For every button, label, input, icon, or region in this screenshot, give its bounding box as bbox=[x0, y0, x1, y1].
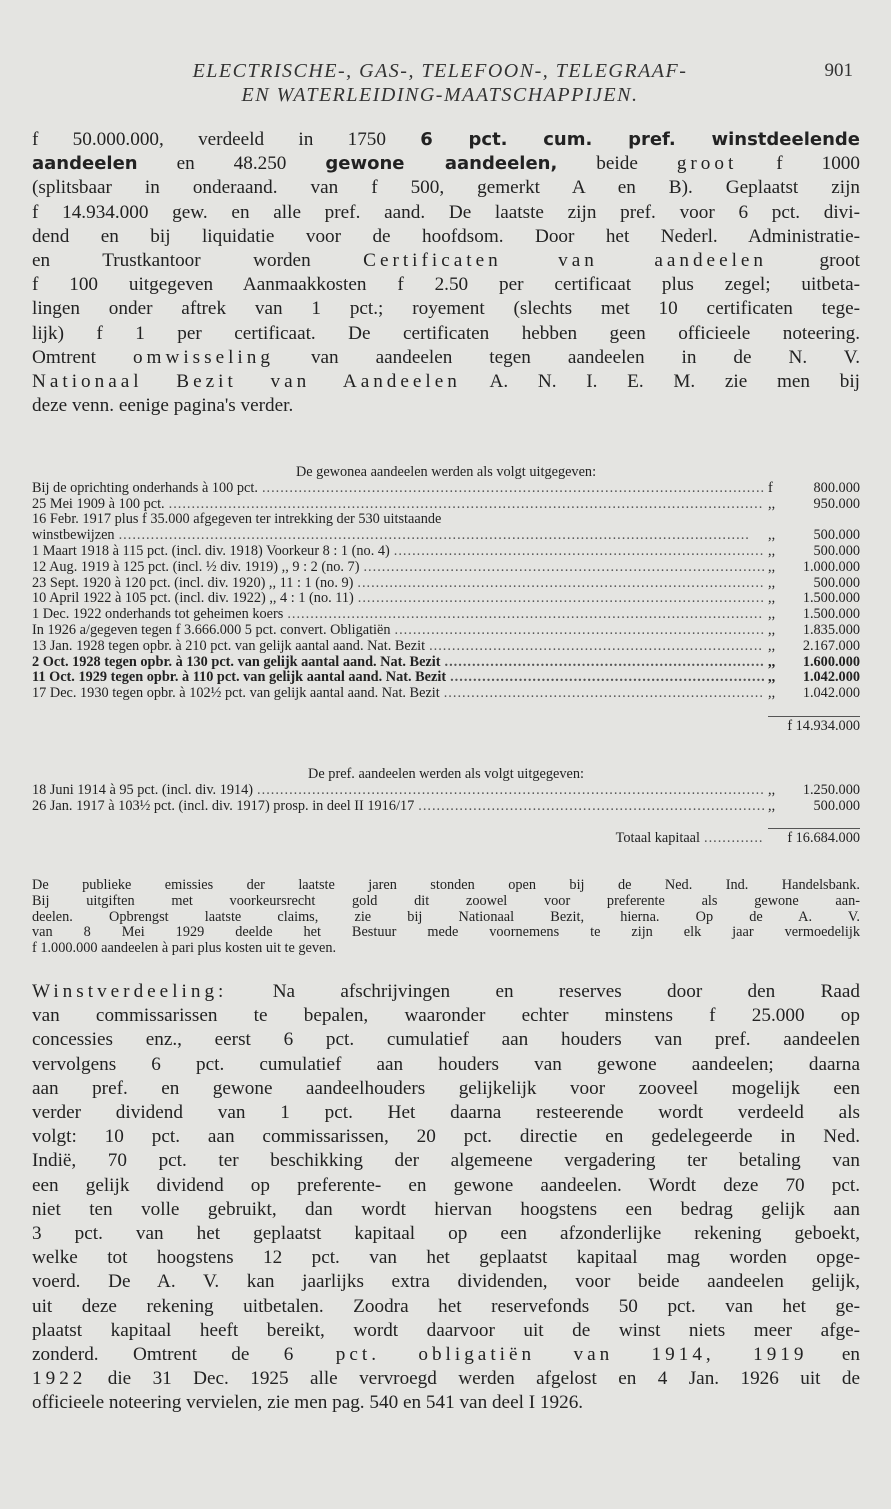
spaced-text: Winstverdeeling: bbox=[32, 981, 228, 1002]
total-row bbox=[32, 828, 860, 847]
running-header-line2: EN WATERLEIDING-MAATSCHAPPIJEN. bbox=[241, 84, 639, 106]
row-amount: 1.600.000 bbox=[802, 653, 860, 670]
emission-note bbox=[32, 878, 860, 957]
row-currency: ,, bbox=[768, 621, 776, 638]
emphasis-text: 6 pct. cum. pref. winstdeelende bbox=[420, 129, 860, 150]
text-line: vervolgens 6 pct. cumulatief aan houders van gewone aandeelen; daarna bbox=[32, 1053, 860, 1075]
ordinary-shares-table bbox=[32, 465, 860, 735]
profit-distribution-paragraph bbox=[32, 980, 860, 1416]
text-line: Indië, 70 pct. ter beschikking der algemeene vergadering ter betaling van bbox=[32, 1150, 860, 1172]
dot-leader bbox=[169, 497, 764, 513]
text-line: van 8 Mei 1929 deelde het Bestuur mede voornemens te zijn elk jaar vermoedelijk bbox=[32, 924, 860, 941]
dot-leader bbox=[394, 544, 764, 560]
table-caption: De pref. aandeelen werden als volgt uitgegeven: bbox=[308, 766, 584, 782]
dot-leader bbox=[119, 528, 764, 544]
running-header-line1: ELECTRISCHE-, GAS-, TELEFOON-, TELEGRAAF- bbox=[192, 60, 688, 82]
spaced-text: 6 pct. obligatiën van 1914, 1919 bbox=[283, 1344, 808, 1366]
dot-leader bbox=[363, 560, 764, 576]
row-description: 10 April 1922 à 105 pct. (incl. div. 1922) ,, 4 : 1 (no. 11) bbox=[32, 591, 354, 607]
table-caption: De gewonea aandeelen werden als volgt uitgegeven: bbox=[295, 464, 597, 480]
text-line bbox=[32, 1343, 860, 1367]
text-line: (splitsbaar in onderaand. van f 500, gemerkt A en B). Geplaatst zijn bbox=[32, 177, 860, 199]
table-row bbox=[32, 528, 860, 544]
table-row bbox=[32, 670, 860, 686]
text-line: uit deze rekening uitbetalen. Zoodra het reservefonds 50 pct. van het ge- bbox=[32, 1295, 860, 1317]
text-line: plaatst kapitaal heeft bereikt, wordt daarvoor uit de winst niets meer afge- bbox=[32, 1319, 860, 1341]
dot-leader bbox=[445, 655, 764, 671]
table-row bbox=[32, 481, 860, 497]
dot-leader bbox=[287, 607, 764, 623]
text-fragment: die 31 Dec. 1925 alle vervroegd werden afgelost en 4 Jan. 1926 uit de bbox=[86, 1368, 860, 1390]
text-fragment: van aandeelen tegen aandeelen in de N. V. bbox=[273, 346, 860, 368]
table-row bbox=[32, 544, 860, 560]
text-fragment: Omtrent bbox=[32, 346, 133, 368]
spaced-text: omwisseling bbox=[132, 346, 274, 368]
table-body bbox=[32, 783, 860, 815]
dot-leader bbox=[358, 591, 764, 607]
text-fragment: en 48.250 bbox=[137, 153, 326, 175]
text-fragment: Na afschrijvingen en reserves door den Raad bbox=[227, 981, 860, 1002]
row-currency: ,, bbox=[768, 637, 776, 654]
table-row bbox=[32, 623, 860, 639]
row-currency: ,, bbox=[768, 542, 776, 559]
emphasis-text: aandeelen bbox=[32, 153, 138, 175]
dot-leader bbox=[357, 576, 764, 592]
text-line: Bij uitgiften met voorkeursrecht gold dit zoowel voor preferente als gewone aan- bbox=[32, 892, 860, 909]
spaced-text: Certificaten van aandeelen bbox=[363, 250, 768, 272]
row-description: 11 Oct. 1929 tegen opbr. à 110 pct. van gelijk aantal aand. Nat. Bezit bbox=[32, 670, 447, 686]
row-description: winstbewijzen bbox=[32, 528, 115, 544]
page-number: 901 bbox=[824, 60, 853, 81]
row-amount: 1.250.000 bbox=[802, 781, 860, 798]
text-line: f 100 uitgegeven Aanmaakkosten f 2.50 per certificaat plus zegel; uitbeta- bbox=[32, 274, 860, 296]
row-amount: 1.835.000 bbox=[802, 621, 860, 638]
row-currency: ,, bbox=[768, 590, 776, 607]
text-line bbox=[32, 152, 860, 176]
text-line: volgt: 10 pct. aan commissarissen, 20 pct. directie en gedelegeerde in Ned. bbox=[32, 1126, 860, 1148]
text-fragment: groot bbox=[767, 250, 860, 272]
row-amount: 800.000 bbox=[813, 479, 860, 496]
text-line bbox=[32, 249, 860, 273]
table-row bbox=[32, 560, 860, 576]
row-description: 25 Mei 1909 à 100 pct. bbox=[32, 496, 165, 512]
text-line: concessies enz., eerst 6 pct. cumulatief aan houders van pref. aandeelen bbox=[32, 1029, 860, 1051]
row-amount: 500.000 bbox=[813, 527, 860, 544]
table-row bbox=[32, 591, 860, 607]
row-description: 17 Dec. 1930 tegen opbr. à 102½ pct. van gelijk aantal aand. Nat. Bezit bbox=[32, 686, 440, 702]
text-line bbox=[32, 1367, 860, 1391]
row-amount: 1.500.000 bbox=[802, 606, 860, 623]
dot-leader bbox=[395, 623, 764, 639]
text-line bbox=[32, 128, 860, 152]
row-description: 16 Febr. 1917 plus f 35.000 afgegeven ter intrekking der 530 uitstaande bbox=[32, 512, 442, 528]
row-amount: 950.000 bbox=[813, 495, 860, 512]
text-line: f 1.000.000 aandeelen à pari plus kosten uit te geven. bbox=[32, 940, 337, 957]
text-fragment: beide bbox=[557, 153, 677, 175]
text-line: welke tot hoogstens 12 pct. van het geplaatst kapitaal mag worden opge- bbox=[32, 1247, 860, 1269]
spaced-text: 1922 bbox=[32, 1368, 87, 1390]
table-row bbox=[32, 512, 860, 528]
row-description: 18 Juni 1914 à 95 pct. (incl. div. 1914) bbox=[32, 782, 254, 798]
row-currency: ,, bbox=[768, 558, 776, 575]
text-line bbox=[32, 980, 860, 1004]
dot-leader bbox=[444, 686, 764, 702]
text-line: van commissarissen te bepalen, waaronder echter minstens f 25.000 op bbox=[32, 1005, 860, 1027]
total-value: f 16.684.000 bbox=[768, 828, 860, 847]
preferred-shares-table bbox=[32, 767, 860, 847]
row-amount: 1.042.000 bbox=[802, 669, 860, 686]
spaced-text: Nationaal Bezit van Aandeelen bbox=[32, 371, 461, 393]
text-fragment: A. N. I. E. M. zie men bij bbox=[460, 371, 860, 393]
text-line: lingen onder aftrek van 1 pct.; royement (slechts met 10 certificaten tege- bbox=[32, 298, 860, 320]
row-currency: ,, bbox=[768, 495, 776, 512]
row-description: 13 Jan. 1928 tegen opbr. à 210 pct. van gelijk aantal aand. Nat. Bezit bbox=[32, 638, 426, 654]
table-row bbox=[32, 655, 860, 671]
table-row bbox=[32, 497, 860, 513]
row-description: 1 Dec. 1922 onderhands tot geheimen koers bbox=[32, 607, 284, 623]
text-line: voerd. De A. V. kan jaarlijks extra dividenden, voor beide aandeelen gelijk, bbox=[32, 1271, 860, 1293]
row-currency: ,, bbox=[768, 606, 776, 623]
row-amount: 500.000 bbox=[813, 542, 860, 559]
row-description: Bij de oprichting onderhands à 100 pct. bbox=[32, 480, 258, 496]
text-fragment: en bbox=[807, 1344, 860, 1366]
text-line: 3 pct. van het geplaatst kapitaal op een afzonderlijke rekening geboekt, bbox=[32, 1223, 860, 1245]
row-currency: ,, bbox=[768, 653, 776, 670]
text-line: aan pref. en gewone aandeelhouders gelijkelijk voor zooveel mogelijk een bbox=[32, 1077, 860, 1099]
row-currency: ,, bbox=[768, 669, 776, 686]
row-currency: ,, bbox=[768, 781, 776, 798]
row-amount: 2.167.000 bbox=[802, 637, 860, 654]
spaced-text: groot bbox=[676, 153, 738, 175]
dot-leader bbox=[262, 481, 764, 497]
table-row bbox=[32, 607, 860, 623]
table-row bbox=[32, 783, 860, 799]
text-line: lijk) f 1 per certificaat. De certificaten hebben geen officieele noteering. bbox=[32, 322, 860, 344]
row-description: 12 Aug. 1919 à 125 pct. (incl. ½ div. 1919) ,, 9 : 2 (no. 7) bbox=[32, 559, 360, 575]
row-amount: 1.000.000 bbox=[802, 558, 860, 575]
text-fragment: f 1000 bbox=[737, 153, 860, 175]
text-line: een gelijk dividend op preferente- en gewone aandeelen. Wordt deze 70 pct. bbox=[32, 1174, 860, 1196]
dot-leader bbox=[418, 799, 764, 815]
text-fragment: f 50.000.000, verdeeld in 1750 bbox=[32, 129, 421, 150]
table-row bbox=[32, 799, 860, 815]
text-line: deelen. Opbrengst laatste claims, zie bij Nationaal Bezit, hierna. Op de A. V. bbox=[32, 908, 860, 925]
text-line: De publieke emissies der laatste jaren stonden open bij de Ned. Ind. Handelsbank. bbox=[32, 877, 860, 893]
row-description: 23 Sept. 1920 à 120 pct. (incl. div. 1920) ,, 11 : 1 (no. 9) bbox=[32, 575, 354, 591]
row-currency: ,, bbox=[768, 527, 776, 544]
row-description: In 1926 a/gegeven tegen f 3.666.000 5 pct. convert. Obligatiën bbox=[32, 622, 391, 638]
subtotal-row bbox=[32, 716, 860, 735]
row-description: 1 Maart 1918 à 115 pct. (incl. div. 1918) Voorkeur 8 : 1 (no. 4) bbox=[32, 543, 390, 559]
total-label: Totaal kapitaal bbox=[615, 831, 700, 847]
subtotal-value: f 14.934.000 bbox=[768, 716, 860, 735]
row-amount: 1.500.000 bbox=[802, 590, 860, 607]
text-line bbox=[32, 370, 860, 394]
row-description: 26 Jan. 1917 à 103½ pct. (incl. div. 1917) prosp. in deel II 1916/17 bbox=[32, 798, 415, 814]
capital-paragraph bbox=[32, 128, 860, 418]
table-row bbox=[32, 686, 860, 702]
row-currency: ,, bbox=[768, 574, 776, 591]
row-currency: f bbox=[768, 479, 773, 496]
table-row bbox=[32, 576, 860, 592]
row-description: 2 Oct. 1928 tegen opbr. à 130 pct. van gelijk aantal aand. Nat. Bezit bbox=[32, 654, 441, 670]
dot-leader bbox=[450, 670, 764, 686]
text-line: niet ten volle gebruikt, dan wordt hiervan hoogstens een bedrag gelijk aan bbox=[32, 1198, 860, 1220]
emphasis-text: gewone aandeelen, bbox=[325, 153, 558, 175]
text-line bbox=[32, 346, 860, 370]
row-currency: ,, bbox=[768, 685, 776, 702]
dot-leader bbox=[429, 639, 764, 655]
text-line: f 14.934.000 gew. en alle pref. aand. De laatste zijn pref. voor 6 pct. divi- bbox=[32, 201, 860, 223]
table-row bbox=[32, 639, 860, 655]
text-fragment: en Trustkantoor worden bbox=[32, 250, 364, 272]
row-amount: 500.000 bbox=[813, 797, 860, 814]
text-line: deze venn. eenige pagina's verder. bbox=[32, 395, 294, 417]
text-line: verder dividend van 1 pct. Het daarna resteerende wordt verdeeld als bbox=[32, 1102, 860, 1124]
dot-leader bbox=[257, 783, 764, 799]
row-amount: 1.042.000 bbox=[802, 685, 860, 702]
text-line: officieele noteering vervielen, zie men pag. 540 en 541 van deel I 1926. bbox=[32, 1392, 584, 1414]
text-fragment: zonderd. Omtrent de bbox=[32, 1344, 284, 1366]
row-currency: ,, bbox=[768, 797, 776, 814]
table-body bbox=[32, 481, 860, 702]
text-line: dend en bij liquidatie voor de hoofdsom. Door het Nederl. Administratie- bbox=[32, 225, 860, 247]
row-amount: 500.000 bbox=[813, 574, 860, 591]
